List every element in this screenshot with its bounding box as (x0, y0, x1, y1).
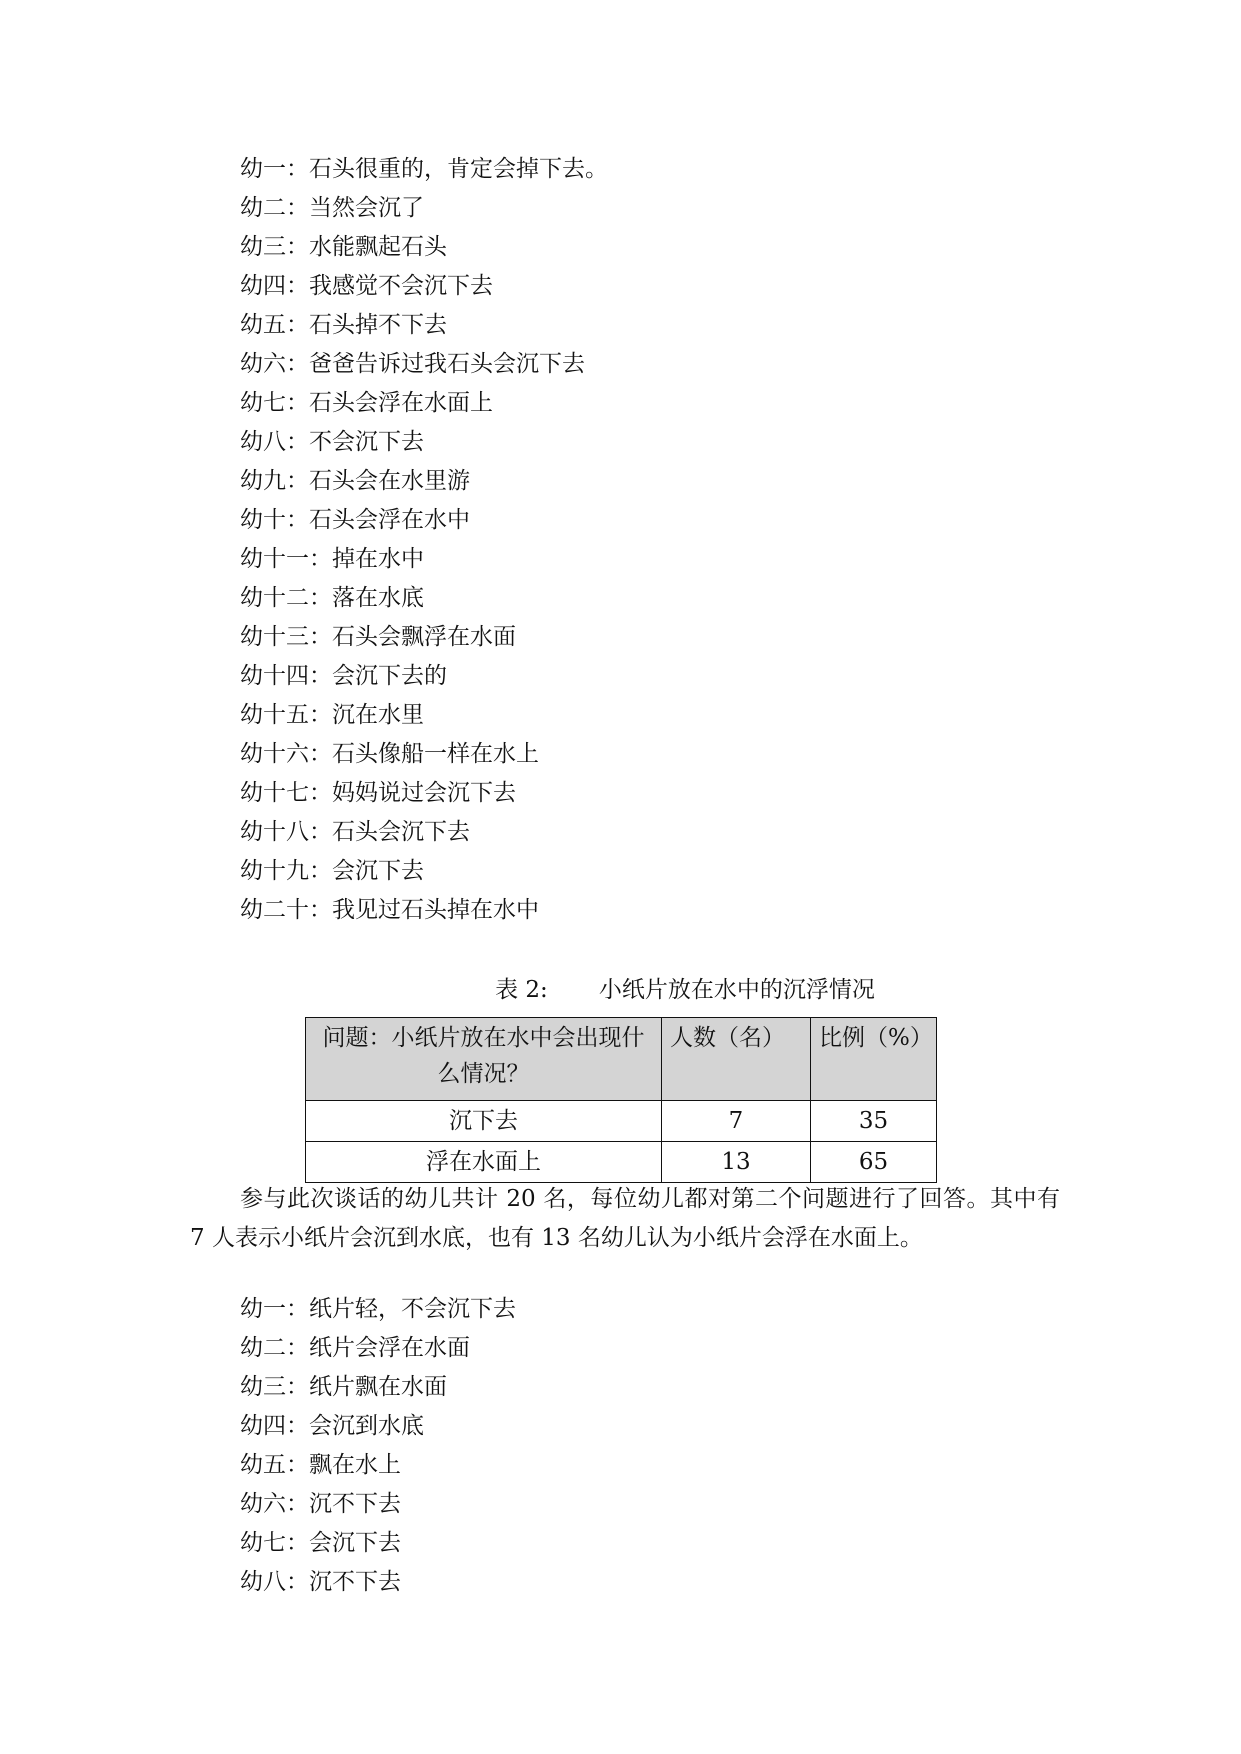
header-ratio: 比例（%） (811, 1018, 937, 1101)
response-line: 幼十六：石头像船一样在水上 (240, 741, 539, 767)
response-line: 幼五：飘在水上 (240, 1452, 401, 1478)
table-header-row (306, 1018, 937, 1101)
header-question: 问题：小纸片放在水中会出现什么情况？ (306, 1018, 662, 1101)
response-line: 幼二十：我见过石头掉在水中 (240, 897, 539, 923)
row-count: 7 (662, 1101, 811, 1142)
row-ratio: 35 (811, 1101, 937, 1142)
response-line: 幼三：水能飘起石头 (240, 234, 447, 260)
response-line: 幼十四：会沉下去的 (240, 663, 447, 689)
table-caption: 表 2: 小纸片放在水中的沉浮情况 (495, 977, 875, 1003)
response-line: 幼三：纸片飘在水面 (240, 1374, 447, 1400)
table-row (306, 1142, 937, 1183)
response-line: 幼二：当然会沉了 (240, 195, 424, 221)
response-line: 幼五：石头掉不下去 (240, 312, 447, 338)
response-line: 幼十七：妈妈说过会沉下去 (240, 780, 516, 806)
response-line: 幼十：石头会浮在水中 (240, 507, 470, 533)
response-line: 幼七：会沉下去 (240, 1530, 401, 1556)
response-line: 幼四：我感觉不会沉下去 (240, 273, 493, 299)
response-line: 幼十八：石头会沉下去 (240, 819, 470, 845)
row-count: 13 (662, 1142, 811, 1183)
response-line: 幼一：纸片轻，不会沉下去 (240, 1296, 516, 1322)
response-line: 幼六：沉不下去 (240, 1491, 401, 1517)
table-row (306, 1101, 937, 1142)
response-line: 幼十二：落在水底 (240, 585, 424, 611)
row-label: 浮在水面上 (306, 1142, 662, 1183)
response-line: 幼八：不会沉下去 (240, 429, 424, 455)
response-line: 幼二：纸片会浮在水面 (240, 1335, 470, 1361)
response-line: 幼四：会沉到水底 (240, 1413, 424, 1439)
row-ratio: 65 (811, 1142, 937, 1183)
response-line: 幼八：沉不下去 (240, 1569, 401, 1595)
stone-responses-list (240, 150, 1060, 930)
results-table (305, 1017, 937, 1183)
response-line: 幼十三：石头会飘浮在水面 (240, 624, 516, 650)
response-line: 幼十一：掉在水中 (240, 546, 424, 572)
row-label: 沉下去 (306, 1101, 662, 1142)
response-line: 幼十五：沉在水里 (240, 702, 424, 728)
summary-paragraph: 参与此次谈话的幼儿共计 20 名，每位幼儿都对第二个问题进行了回答。其中有 7 人表示小纸片会沉到水底，也有 13 名幼儿认为小纸片会浮在水面上。 (190, 1186, 1060, 1251)
response-line: 幼七：石头会浮在水面上 (240, 390, 493, 416)
response-line: 幼六：爸爸告诉过我石头会沉下去 (240, 351, 585, 377)
response-line: 幼一：石头很重的，肯定会掉下去。 (240, 156, 608, 182)
paper-responses-list (240, 1290, 1060, 1602)
response-line: 幼九：石头会在水里游 (240, 468, 470, 494)
response-line: 幼十九：会沉下去 (240, 858, 424, 884)
header-count: 人数（名） (662, 1018, 811, 1101)
